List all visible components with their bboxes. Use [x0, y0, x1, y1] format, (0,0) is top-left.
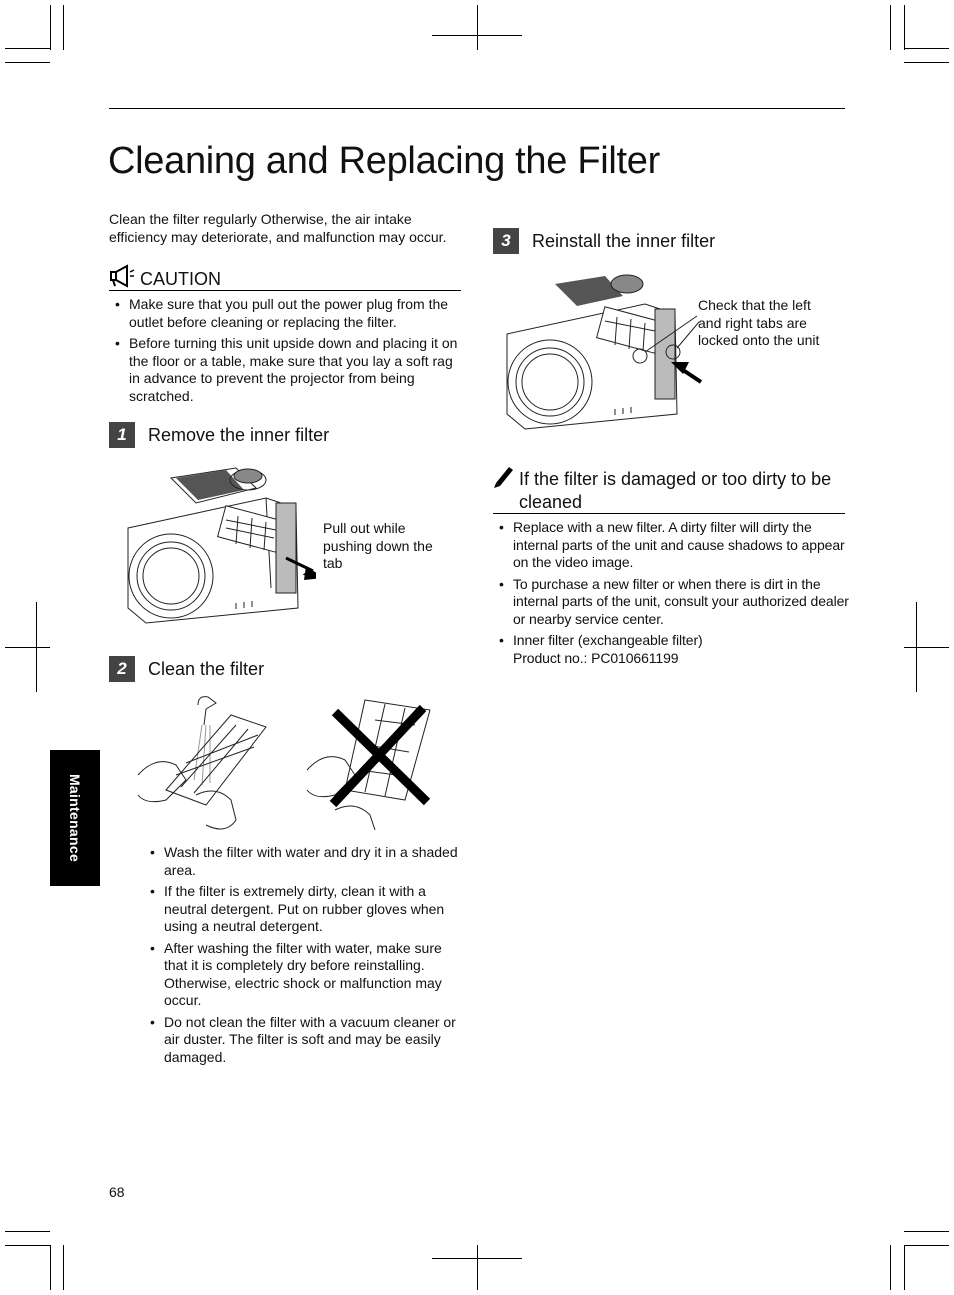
- crop-mark: [904, 48, 949, 49]
- step-3-callout: Check that the left and right tabs are locked onto the unit: [698, 297, 820, 348]
- page-title: Cleaning and Replacing the Filter: [108, 140, 660, 182]
- crop-mark: [63, 1245, 64, 1290]
- list-item: • Before turning this unit upside down and placing it on the floor or a table, make sure that you lay a soft rag in advance to prevent the projector from being scratched.: [109, 335, 465, 405]
- top-rule: [109, 108, 845, 109]
- crop-mark: [904, 1245, 949, 1246]
- section-tab: [50, 750, 100, 886]
- step-label: Clean the filter: [148, 658, 265, 679]
- crop-mark: [904, 647, 949, 648]
- no-vacuum-illustration: [305, 690, 435, 838]
- step-number: 3: [493, 228, 519, 254]
- section-tab-label: Maintenance: [67, 773, 83, 863]
- list-item: • If the filter is extremely dirty, clean it with a neutral detergent. Put on rubber gloves when using a neutral detergent.: [144, 883, 466, 936]
- pencil-icon: [493, 464, 515, 488]
- list-item: • After washing the filter with water, make sure that it is completely dry before reinstalling. Otherwise, electric shock or malfunction may occur.: [144, 940, 466, 1010]
- crop-mark: [477, 5, 478, 50]
- step-label: Reinstall the inner filter: [532, 230, 716, 251]
- crop-mark: [890, 1245, 891, 1290]
- crop-mark: [477, 1245, 478, 1290]
- step-1-heading: [109, 422, 329, 448]
- crop-mark: [5, 62, 50, 63]
- page-number: 68: [109, 1184, 125, 1200]
- list-item: • Replace with a new filter. A dirty filter will dirty the internal parts of the unit and cause shadows to appear on the video image.: [493, 519, 849, 572]
- step-1-callout: Pull out while pushing down the tab: [323, 520, 433, 571]
- step-number: 1: [109, 422, 135, 448]
- step-label: Remove the inner filter: [148, 424, 330, 445]
- crop-mark: [904, 5, 905, 50]
- crop-mark: [5, 1245, 50, 1246]
- intro-text: Clean the filter regularly Otherwise, the air intake efficiency may deteriorate, and malfunction may occur.: [109, 211, 447, 245]
- crop-mark: [5, 647, 50, 648]
- note-heading: [493, 464, 845, 514]
- crop-mark: [904, 1245, 905, 1290]
- crop-mark: [63, 5, 64, 50]
- wash-filter-illustration: [136, 695, 276, 837]
- crop-mark: [5, 48, 50, 49]
- crop-mark: [916, 602, 917, 692]
- caution-heading: [109, 264, 461, 291]
- list-item: • To purchase a new filter or when there is dirt in the internal parts of the unit, consult your authorized dealer or nearby service center.: [493, 576, 849, 629]
- caution-label: CAUTION: [140, 269, 221, 289]
- projector-reinstall-filter-illustration: [505, 264, 705, 434]
- list-item: • Wash the filter with water and dry it in a shaded area.: [144, 844, 466, 879]
- wash-list: [144, 844, 466, 1070]
- crop-mark: [50, 1245, 51, 1290]
- list-item: • Do not clean the filter with a vacuum cleaner or air duster. The filter is soft and may be easily damaged.: [144, 1014, 466, 1067]
- megaphone-icon: [109, 264, 135, 288]
- crop-mark: [904, 1231, 949, 1232]
- step-number: 2: [109, 656, 135, 682]
- projector-remove-filter-illustration: [126, 458, 316, 628]
- note-list: [493, 519, 849, 671]
- crop-mark: [890, 5, 891, 50]
- list-item: • Inner filter (exchangeable filter) Product no.: PC010661199: [493, 632, 849, 667]
- crop-mark: [904, 62, 949, 63]
- step-2-heading: [109, 656, 264, 682]
- list-item: • Make sure that you pull out the power plug from the outlet before cleaning or replacing the filter.: [109, 296, 465, 331]
- crop-mark: [50, 5, 51, 50]
- crop-mark: [36, 602, 37, 692]
- note-title: If the filter is damaged or too dirty to be cleaned: [519, 469, 832, 512]
- caution-list: [109, 296, 465, 409]
- step-3-heading: [493, 228, 715, 254]
- crop-mark: [5, 1231, 50, 1232]
